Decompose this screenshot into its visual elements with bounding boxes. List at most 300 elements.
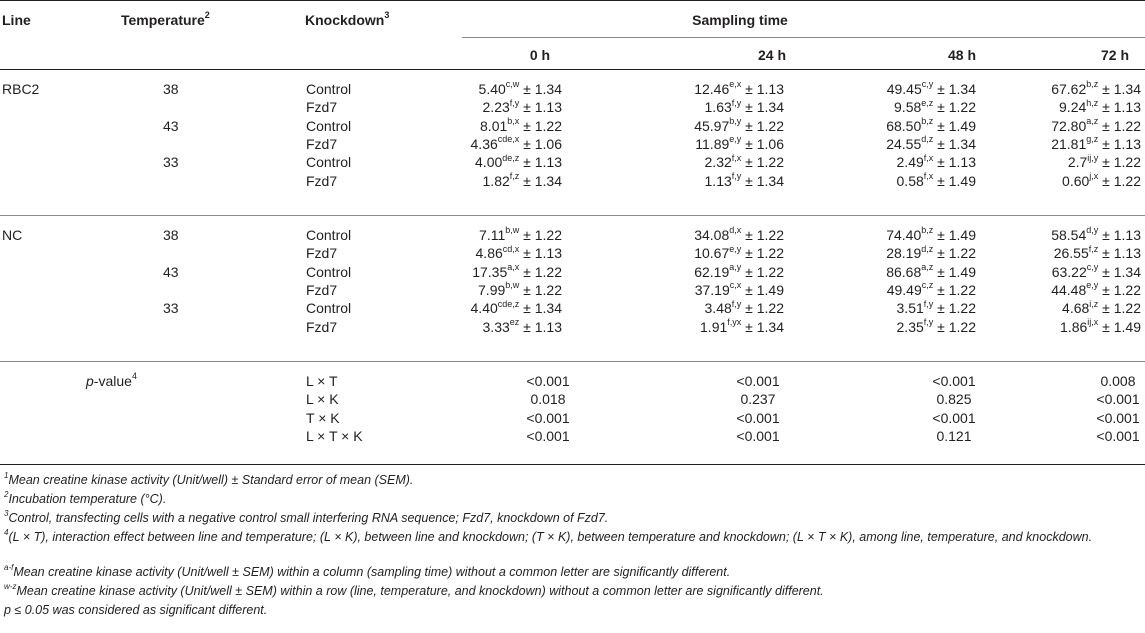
significance-letters: a,y [729, 261, 742, 272]
significance-letters: c,y [1086, 261, 1099, 272]
plus-minus: ± [933, 245, 949, 262]
significance-letters: e,y [729, 134, 742, 145]
plus-minus: ± [519, 245, 535, 262]
sem-value: 1.22 [1113, 154, 1141, 171]
pvalue-cell: <0.001 [1096, 409, 1140, 426]
sem-value: 1.13 [534, 318, 562, 335]
plus-minus: ± [519, 172, 535, 189]
significance-letters: f,z [1088, 243, 1099, 254]
group-rule [0, 215, 1145, 216]
significance-letters: e,y [1086, 280, 1099, 291]
footnote [4, 581, 824, 599]
significance-letters: b,w [505, 280, 520, 291]
sem-value: 1.49 [948, 263, 976, 280]
significance-letters: c,y [921, 79, 934, 90]
value-cell [362, 282, 562, 298]
sem-value: 1.22 [1113, 172, 1141, 189]
significance-letters: c,x [729, 280, 742, 291]
knockdown-cell: Fzd7 [306, 172, 338, 189]
knockdown-cell: Fzd7 [306, 99, 338, 116]
significance-letters: f,y [923, 298, 934, 309]
plus-minus: ± [1098, 300, 1114, 317]
knockdown-cell: Control [306, 263, 352, 280]
sem-value: 1.34 [1113, 263, 1141, 280]
mean-value: 2.23 [482, 99, 510, 116]
value-cell [362, 316, 562, 335]
sem-value: 1.22 [756, 300, 784, 317]
value-cell [584, 316, 784, 335]
pvalue-cell: <0.001 [736, 373, 780, 389]
plus-minus: ± [1098, 263, 1114, 280]
mean-value: 4.36 [470, 135, 498, 152]
significance-letters: ij,y [1087, 152, 1099, 163]
sem-value: 1.06 [756, 135, 784, 152]
value-cell [941, 170, 1141, 189]
sem-value: 1.22 [756, 227, 784, 243]
plus-minus: ± [519, 117, 535, 134]
plus-minus: ± [1098, 227, 1114, 243]
temperature-cell: 38 [163, 81, 179, 97]
significance-letters: c,w [505, 79, 520, 90]
plus-minus: ± [933, 172, 949, 189]
sem-value: 1.22 [1113, 117, 1141, 134]
sem-value: 1.06 [534, 135, 562, 152]
value-cell [584, 170, 784, 189]
value-cell [941, 261, 1141, 280]
knockdown-cell: Control [306, 81, 352, 97]
interaction-term: T × K [306, 409, 340, 426]
sem-value: 1.34 [948, 135, 976, 152]
significance-letters: f,y [731, 298, 742, 309]
pvalue-cell: 0.825 [936, 391, 972, 408]
pvalue-cell: <0.001 [1096, 427, 1140, 444]
sem-value: 1.22 [756, 154, 784, 171]
mean-value: 21.81 [1051, 135, 1087, 152]
knockdown-cell: Control [306, 227, 352, 243]
significance-letters: b,z [921, 225, 934, 236]
plus-minus: ± [741, 154, 757, 171]
temperature-cell: 33 [163, 300, 179, 317]
header-time-72: 72 h [1100, 47, 1129, 63]
knockdown-cell: Fzd7 [306, 135, 338, 152]
footnote [4, 527, 1139, 545]
footnote [4, 489, 167, 507]
value-cell [362, 99, 562, 115]
sem-value: 1.34 [534, 172, 562, 189]
sem-value: 1.13 [1113, 227, 1141, 243]
plus-minus: ± [519, 81, 535, 97]
significance-letters: f,x [923, 170, 934, 181]
significance-letters: f,x [923, 152, 934, 163]
mean-value: 28.19 [886, 245, 922, 262]
header-rule [0, 69, 1145, 70]
plus-minus: ± [1098, 245, 1114, 262]
mean-value: 4.40 [470, 300, 498, 317]
footnote [4, 470, 414, 488]
plus-minus: ± [741, 227, 757, 243]
line-label: NC [2, 227, 23, 243]
significance-letters: d,z [921, 134, 934, 145]
significance-letters: f,z [509, 170, 520, 181]
temperature-cell: 43 [163, 263, 179, 280]
significance-letters: cd,x [502, 243, 520, 254]
value-cell [941, 282, 1141, 298]
plus-minus: ± [933, 99, 949, 116]
plus-minus: ± [933, 117, 949, 134]
value-cell [362, 300, 562, 316]
mean-value: 44.48 [1051, 281, 1087, 298]
pvalue-italic: p [86, 373, 94, 389]
value-cell [941, 136, 1141, 152]
mean-value: 12.46 [694, 81, 730, 97]
plus-minus: ± [741, 117, 757, 134]
footnote-text: Mean creatine kinase activity (Unit/well ± SEM) within a row (line, temperature, and knockdown) without a common letter are significantly different. [16, 584, 824, 598]
mean-value: 4.68 [1062, 300, 1090, 317]
temperature-cell: 33 [163, 154, 179, 171]
significance-letters: g,z [1086, 134, 1099, 145]
footnote-text: Incubation temperature (°C). [8, 492, 167, 506]
sem-value: 1.22 [1113, 300, 1141, 317]
value-cell [584, 300, 784, 316]
mean-value: 58.54 [1051, 227, 1087, 243]
significance-letters: a,x [507, 261, 520, 272]
plus-minus: ± [1098, 318, 1114, 335]
mean-value: 2.35 [896, 318, 924, 335]
plus-minus: ± [933, 281, 949, 298]
value-cell [584, 115, 784, 134]
mean-value: 17.35 [472, 263, 508, 280]
line-label: RBC2 [2, 81, 40, 97]
header-time-0: 0 h [529, 47, 551, 63]
plus-minus: ± [1098, 81, 1114, 97]
significance-letters: d,x [729, 225, 742, 236]
sem-value: 1.22 [948, 281, 976, 298]
top-rule [0, 0, 1145, 1]
pvalue-cell: 0.121 [936, 427, 972, 444]
significance-letters: b,z [921, 115, 934, 126]
pvalue-cell: <0.001 [526, 373, 570, 389]
value-cell [941, 245, 1141, 261]
significance-letters: d,y [1086, 225, 1099, 236]
sampling-underline [462, 37, 1145, 38]
sem-value: 1.13 [534, 245, 562, 262]
sem-value: 1.13 [534, 99, 562, 116]
temperature-cell: 43 [163, 117, 179, 134]
sem-value: 1.13 [756, 81, 784, 97]
plus-minus: ± [1098, 281, 1114, 298]
footnote [4, 562, 731, 580]
mean-value: 10.67 [694, 245, 730, 262]
sem-value: 1.49 [756, 281, 784, 298]
footnote-text: p ≤ 0.05 was considered as significant different. [4, 603, 268, 617]
significance-letters: b,x [507, 115, 520, 126]
sem-value: 1.34 [756, 318, 784, 335]
plus-minus: ± [1098, 154, 1114, 171]
pvalue-cell: <0.001 [526, 409, 570, 426]
mean-value: 1.63 [704, 99, 732, 116]
significance-letters: j,x [1089, 170, 1099, 181]
sem-value: 1.22 [756, 263, 784, 280]
mean-value: 1.13 [704, 172, 732, 189]
significance-letters: b,w [505, 225, 520, 236]
value-cell [584, 261, 784, 280]
footnote-marker: 3 [4, 508, 9, 518]
significance-letters: ez [509, 316, 520, 327]
sem-value: 1.22 [756, 117, 784, 134]
sem-value: 1.49 [1113, 318, 1141, 335]
significance-letters: f,y [509, 97, 520, 108]
value-cell [362, 245, 562, 261]
sem-value: 1.49 [948, 227, 976, 243]
value-cell [941, 99, 1141, 115]
sem-value: 1.22 [534, 117, 562, 134]
mean-value: 8.01 [480, 117, 508, 134]
value-cell [941, 115, 1141, 134]
value-cell [362, 81, 562, 97]
value-cell [941, 227, 1141, 243]
plus-minus: ± [741, 263, 757, 280]
sem-value: 1.34 [1113, 81, 1141, 97]
sem-value: 1.22 [1113, 281, 1141, 298]
plus-minus: ± [519, 154, 535, 171]
footnote-text: (L × T), interaction effect between line and temperature; (L × K), between line and knockdown; (T × K), between temperature and knockdown; (L × T × K), among line, temperature, and knockdown. [8, 530, 1093, 544]
pvalue-cell: <0.001 [932, 373, 976, 389]
mean-value: 67.62 [1051, 81, 1087, 97]
pvalue-sup: 4 [131, 371, 137, 382]
value-cell [584, 136, 784, 152]
pvalue-cell: 0.008 [1100, 373, 1136, 389]
sem-value: 1.34 [756, 99, 784, 116]
group-rule [0, 361, 1145, 362]
mean-value: 0.60 [1062, 172, 1090, 189]
sem-value: 1.22 [948, 99, 976, 116]
significance-letters: e,z [921, 97, 934, 108]
sem-value: 1.22 [756, 245, 784, 262]
footnote-marker: a-f [4, 562, 14, 572]
header-time-24: 24 h [757, 47, 786, 63]
mean-value: 74.40 [886, 227, 922, 243]
mean-value: 7.99 [478, 281, 506, 298]
mean-value: 3.48 [704, 300, 732, 317]
footnote-marker: 1 [4, 470, 9, 480]
plus-minus: ± [1098, 172, 1114, 189]
significance-letters: ij,x [1087, 316, 1099, 327]
mean-value: 24.55 [886, 135, 922, 152]
plus-minus: ± [741, 245, 757, 262]
knockdown-cell: Fzd7 [306, 318, 338, 335]
significance-letters: a,z [921, 261, 934, 272]
mean-value: 34.08 [694, 227, 730, 243]
footnote-text: Control, transfecting cells with a negative control small interfering RNA sequence; Fzd7, knockdown of Fzd7. [8, 511, 609, 525]
significance-letters: cde,z [497, 298, 520, 309]
pvalue-cell: 0.018 [530, 391, 566, 408]
value-cell [941, 316, 1141, 335]
plus-minus: ± [741, 281, 757, 298]
mean-value: 2.7 [1067, 154, 1088, 171]
mean-value: 9.58 [894, 99, 922, 116]
mean-value: 37.19 [694, 281, 730, 298]
sem-value: 1.22 [534, 263, 562, 280]
mean-value: 68.50 [886, 117, 922, 134]
sem-value: 1.22 [948, 300, 976, 317]
value-cell [941, 154, 1141, 170]
significance-letters: cde,x [497, 134, 520, 145]
value-cell [584, 99, 784, 115]
mean-value: 11.89 [695, 135, 730, 152]
mean-value: 2.32 [704, 154, 732, 171]
sem-value: 1.13 [948, 154, 976, 171]
header-knockdown: Knockdown$^3$ [305, 10, 390, 28]
plus-minus: ± [933, 135, 949, 152]
knockdown-cell: Control [306, 300, 352, 317]
header-line: Line [2, 12, 31, 28]
footnote [4, 603, 267, 618]
plus-minus: ± [741, 300, 757, 317]
plus-minus: ± [519, 263, 535, 280]
mean-value: 7.11 [479, 227, 506, 243]
significance-letters: e,y [729, 243, 742, 254]
sem-value: 1.49 [948, 172, 976, 189]
plus-minus: ± [741, 99, 757, 116]
plus-minus: ± [1098, 99, 1114, 116]
plus-minus: ± [741, 172, 757, 189]
footnote-marker: 2 [4, 489, 9, 499]
knockdown-cell: Control [306, 154, 352, 171]
interaction-term: L × T [306, 373, 338, 389]
sem-value: 1.13 [1113, 245, 1141, 262]
plus-minus: ± [519, 99, 535, 116]
value-cell [584, 227, 784, 243]
pvalue-cell: 0.237 [740, 391, 776, 408]
footnote-text: Mean creatine kinase activity (Unit/well) ± Standard error of mean (SEM). [8, 473, 414, 487]
plus-minus: ± [933, 300, 949, 317]
sem-value: 1.13 [1113, 135, 1141, 152]
significance-letters: i,z [1089, 298, 1099, 309]
value-cell [362, 170, 562, 189]
plus-minus: ± [741, 81, 757, 97]
mean-value: 5.40 [478, 81, 506, 97]
mean-value: 72.80 [1051, 117, 1087, 134]
value-cell [584, 282, 784, 298]
plus-minus: ± [933, 263, 949, 280]
significance-letters: a,z [1086, 115, 1099, 126]
sem-value: 1.34 [948, 81, 976, 97]
sem-value: 1.13 [534, 154, 562, 171]
significance-letters: f,y [731, 97, 742, 108]
value-cell [362, 227, 562, 243]
footnote-marker: 4 [4, 527, 9, 537]
significance-letters: f,y [731, 170, 742, 181]
significance-letters: f,x [731, 152, 742, 163]
significance-letters: b,y [729, 115, 742, 126]
plus-minus: ± [519, 300, 535, 317]
value-cell [362, 136, 562, 152]
sem-value: 1.34 [534, 300, 562, 317]
header-sampling-time: Sampling time [692, 12, 788, 28]
pvalue-cell: <0.001 [1096, 391, 1140, 408]
value-cell [362, 261, 562, 280]
temperature-cell: 38 [163, 227, 179, 243]
sem-value: 1.22 [534, 281, 562, 298]
value-cell [584, 245, 784, 261]
mean-value: 1.82 [482, 172, 510, 189]
plus-minus: ± [933, 227, 949, 243]
plus-minus: ± [519, 227, 535, 243]
plus-minus: ± [741, 135, 757, 152]
sem-value: 1.34 [756, 172, 784, 189]
significance-letters: f,yx [727, 316, 742, 327]
pvalue-cell: <0.001 [526, 427, 570, 444]
significance-letters: e,x [729, 79, 742, 90]
mean-value: 1.91 [700, 318, 728, 335]
mean-value: 4.00 [475, 154, 503, 171]
value-cell [362, 154, 562, 170]
pvalue-cell: <0.001 [736, 409, 780, 426]
pvalue-rest: -value [93, 373, 132, 389]
knockdown-cell: Fzd7 [306, 281, 338, 298]
pvalue-label [86, 373, 137, 389]
significance-letters: f,y [923, 316, 934, 327]
value-cell [584, 154, 784, 170]
significance-letters: de,z [502, 152, 520, 163]
sem-value: 1.22 [948, 318, 976, 335]
footnote-marker: w-z [4, 581, 17, 591]
significance-letters: h,z [1086, 97, 1099, 108]
sem-value: 1.22 [948, 245, 976, 262]
mean-value: 3.51 [896, 300, 924, 317]
mean-value: 26.55 [1053, 245, 1089, 262]
mean-value: 49.45 [886, 81, 922, 97]
plus-minus: ± [1098, 117, 1114, 134]
mean-value: 2.49 [896, 154, 924, 171]
knockdown-cell: Fzd7 [306, 245, 338, 262]
value-cell [362, 115, 562, 134]
mean-value: 3.33 [482, 318, 510, 335]
pvalue-cell: <0.001 [736, 427, 780, 444]
plus-minus: ± [519, 281, 535, 298]
plus-minus: ± [933, 81, 949, 97]
header-time-48: 48 h [947, 47, 976, 63]
interaction-term: L × K [306, 391, 339, 408]
plus-minus: ± [933, 154, 949, 171]
mean-value: 63.22 [1051, 263, 1087, 280]
mean-value: 9.24 [1059, 99, 1087, 116]
pvalue-cell: <0.001 [932, 409, 976, 426]
plus-minus: ± [519, 135, 535, 152]
footnote [4, 508, 609, 526]
plus-minus: ± [933, 318, 949, 335]
mean-value: 45.97 [694, 117, 730, 134]
significance-letters: c,z [921, 280, 934, 291]
value-cell [584, 81, 784, 97]
mean-value: 1.86 [1060, 318, 1088, 335]
value-cell [941, 81, 1141, 97]
bottom-rule [0, 464, 1145, 465]
sem-value: 1.49 [948, 117, 976, 134]
mean-value: 4.86 [475, 245, 503, 262]
knockdown-cell: Control [306, 117, 352, 134]
header-temperature: Temperature$^2$ [121, 10, 210, 28]
mean-value: 49.49 [886, 281, 922, 298]
mean-value: 62.19 [694, 263, 730, 280]
sem-value: 1.13 [1113, 99, 1141, 116]
sem-value: 1.22 [534, 227, 562, 243]
plus-minus: ± [519, 318, 535, 335]
footnote-text: Mean creatine kinase activity (Unit/well ± SEM) within a column (sampling time) without a common letter are significantly different. [13, 565, 731, 579]
mean-value: 86.68 [886, 263, 922, 280]
sem-value: 1.34 [534, 81, 562, 97]
plus-minus: ± [1098, 135, 1114, 152]
